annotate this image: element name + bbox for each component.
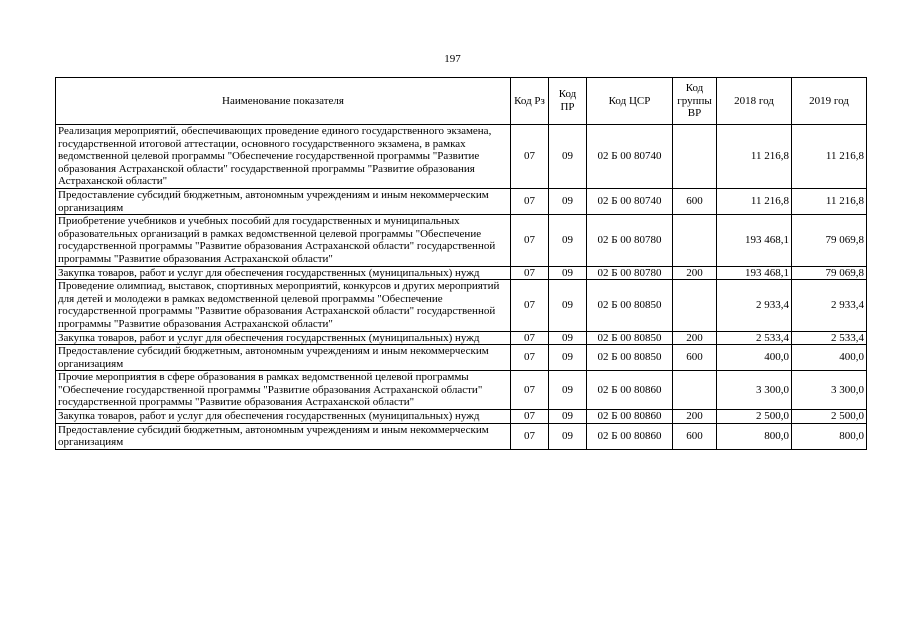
row-2019: 3 300,0 — [792, 371, 867, 410]
row-pr: 09 — [549, 266, 587, 280]
row-pr: 09 — [549, 331, 587, 345]
row-rz: 07 — [511, 423, 549, 449]
row-name: Проведение олимпиад, выставок, спортивных мероприятий, конкурсов и других мероприятий для детей и молодежи в рамках ведомственной целевой программы "Обеспечение государственной программы "Развитие образования Астраханской области" государственной программы "Развитие образования Астраханской области" — [56, 280, 511, 331]
row-vr — [673, 215, 717, 266]
header-vr: Код группы ВР — [673, 78, 717, 125]
table-body — [56, 125, 867, 450]
row-2018: 800,0 — [717, 423, 792, 449]
row-2018: 2 533,4 — [717, 331, 792, 345]
row-name: Закупка товаров, работ и услуг для обеспечения государственных (муниципальных) нужд — [56, 331, 511, 345]
row-2019: 400,0 — [792, 345, 867, 371]
table-row — [56, 331, 867, 345]
table-row — [56, 215, 867, 266]
row-csr: 02 Б 00 80780 — [587, 266, 673, 280]
row-vr: 600 — [673, 188, 717, 214]
row-2019: 800,0 — [792, 423, 867, 449]
row-name: Предоставление субсидий бюджетным, автономным учреждениям и иным некоммерческим организациям — [56, 345, 511, 371]
row-2018: 11 216,8 — [717, 125, 792, 189]
row-2019: 79 069,8 — [792, 215, 867, 266]
row-rz: 07 — [511, 215, 549, 266]
row-2019: 79 069,8 — [792, 266, 867, 280]
row-pr: 09 — [549, 215, 587, 266]
row-2018: 2 933,4 — [717, 280, 792, 331]
header-csr: Код ЦСР — [587, 78, 673, 125]
row-vr: 600 — [673, 345, 717, 371]
table-row — [56, 410, 867, 424]
header-name: Наименование показателя — [56, 78, 511, 125]
table-header — [56, 78, 867, 125]
row-vr: 200 — [673, 331, 717, 345]
header-pr: Код ПР — [549, 78, 587, 125]
row-vr: 600 — [673, 423, 717, 449]
row-csr: 02 Б 00 80850 — [587, 331, 673, 345]
row-2018: 11 216,8 — [717, 188, 792, 214]
row-vr — [673, 371, 717, 410]
row-name: Предоставление субсидий бюджетным, автономным учреждениям и иным некоммерческим организациям — [56, 423, 511, 449]
row-csr: 02 Б 00 80780 — [587, 215, 673, 266]
row-pr: 09 — [549, 188, 587, 214]
row-2018: 193 468,1 — [717, 266, 792, 280]
row-csr: 02 Б 00 80860 — [587, 423, 673, 449]
table-row — [56, 125, 867, 189]
row-rz: 07 — [511, 125, 549, 189]
row-2019: 11 216,8 — [792, 188, 867, 214]
row-csr: 02 Б 00 80740 — [587, 125, 673, 189]
row-2019: 2 533,4 — [792, 331, 867, 345]
row-name: Закупка товаров, работ и услуг для обеспечения государственных (муниципальных) нужд — [56, 266, 511, 280]
row-name: Прочие мероприятия в сфере образования в рамках ведомственной целевой программы "Обеспечение государственной программы "Развитие образования Астраханской области" государственной программы "Развитие образования Астраханской области" — [56, 371, 511, 410]
row-rz: 07 — [511, 345, 549, 371]
row-pr: 09 — [549, 423, 587, 449]
row-2019: 2 500,0 — [792, 410, 867, 424]
row-pr: 09 — [549, 345, 587, 371]
row-csr: 02 Б 00 80850 — [587, 345, 673, 371]
table-row — [56, 423, 867, 449]
row-2019: 11 216,8 — [792, 125, 867, 189]
row-rz: 07 — [511, 371, 549, 410]
table-row — [56, 371, 867, 410]
row-name: Приобретение учебников и учебных пособий для государственных и муниципальных образовательных организаций в рамках ведомственной целевой программы "Обеспечение государственной программы "Развитие образования Астраханской области" государственной программы "Развитие образования Астраханской области" — [56, 215, 511, 266]
table-row — [56, 345, 867, 371]
row-rz: 07 — [511, 188, 549, 214]
row-csr: 02 Б 00 80740 — [587, 188, 673, 214]
row-pr: 09 — [549, 125, 587, 189]
table-row — [56, 280, 867, 331]
row-csr: 02 Б 00 80860 — [587, 371, 673, 410]
row-2018: 3 300,0 — [717, 371, 792, 410]
row-name: Предоставление субсидий бюджетным, автономным учреждениям и иным некоммерческим организациям — [56, 188, 511, 214]
page-number: 197 — [444, 53, 461, 65]
table-row — [56, 266, 867, 280]
table-row — [56, 188, 867, 214]
row-2018: 2 500,0 — [717, 410, 792, 424]
row-vr: 200 — [673, 266, 717, 280]
row-pr: 09 — [549, 410, 587, 424]
row-rz: 07 — [511, 280, 549, 331]
row-vr — [673, 280, 717, 331]
header-2019: 2019 год — [792, 78, 867, 125]
row-rz: 07 — [511, 410, 549, 424]
row-vr — [673, 125, 717, 189]
row-2018: 193 468,1 — [717, 215, 792, 266]
row-2018: 400,0 — [717, 345, 792, 371]
row-csr: 02 Б 00 80860 — [587, 410, 673, 424]
row-rz: 07 — [511, 331, 549, 345]
header-2018: 2018 год — [717, 78, 792, 125]
row-rz: 07 — [511, 266, 549, 280]
budget-table — [55, 77, 867, 450]
row-csr: 02 Б 00 80850 — [587, 280, 673, 331]
header-rz: Код Рз — [511, 78, 549, 125]
row-pr: 09 — [549, 371, 587, 410]
row-name: Реализация мероприятий, обеспечивающих проведение единого государственного экзамена, государственной итоговой аттестации, основного государственного экзамена, в рамках ведомственной целевой программы "Обеспечение государственной программы "Развитие образования Астраханской области" государственной программы "Развитие образования Астраханской области" — [56, 125, 511, 189]
row-2019: 2 933,4 — [792, 280, 867, 331]
row-name: Закупка товаров, работ и услуг для обеспечения государственных (муниципальных) нужд — [56, 410, 511, 424]
row-vr: 200 — [673, 410, 717, 424]
row-pr: 09 — [549, 280, 587, 331]
